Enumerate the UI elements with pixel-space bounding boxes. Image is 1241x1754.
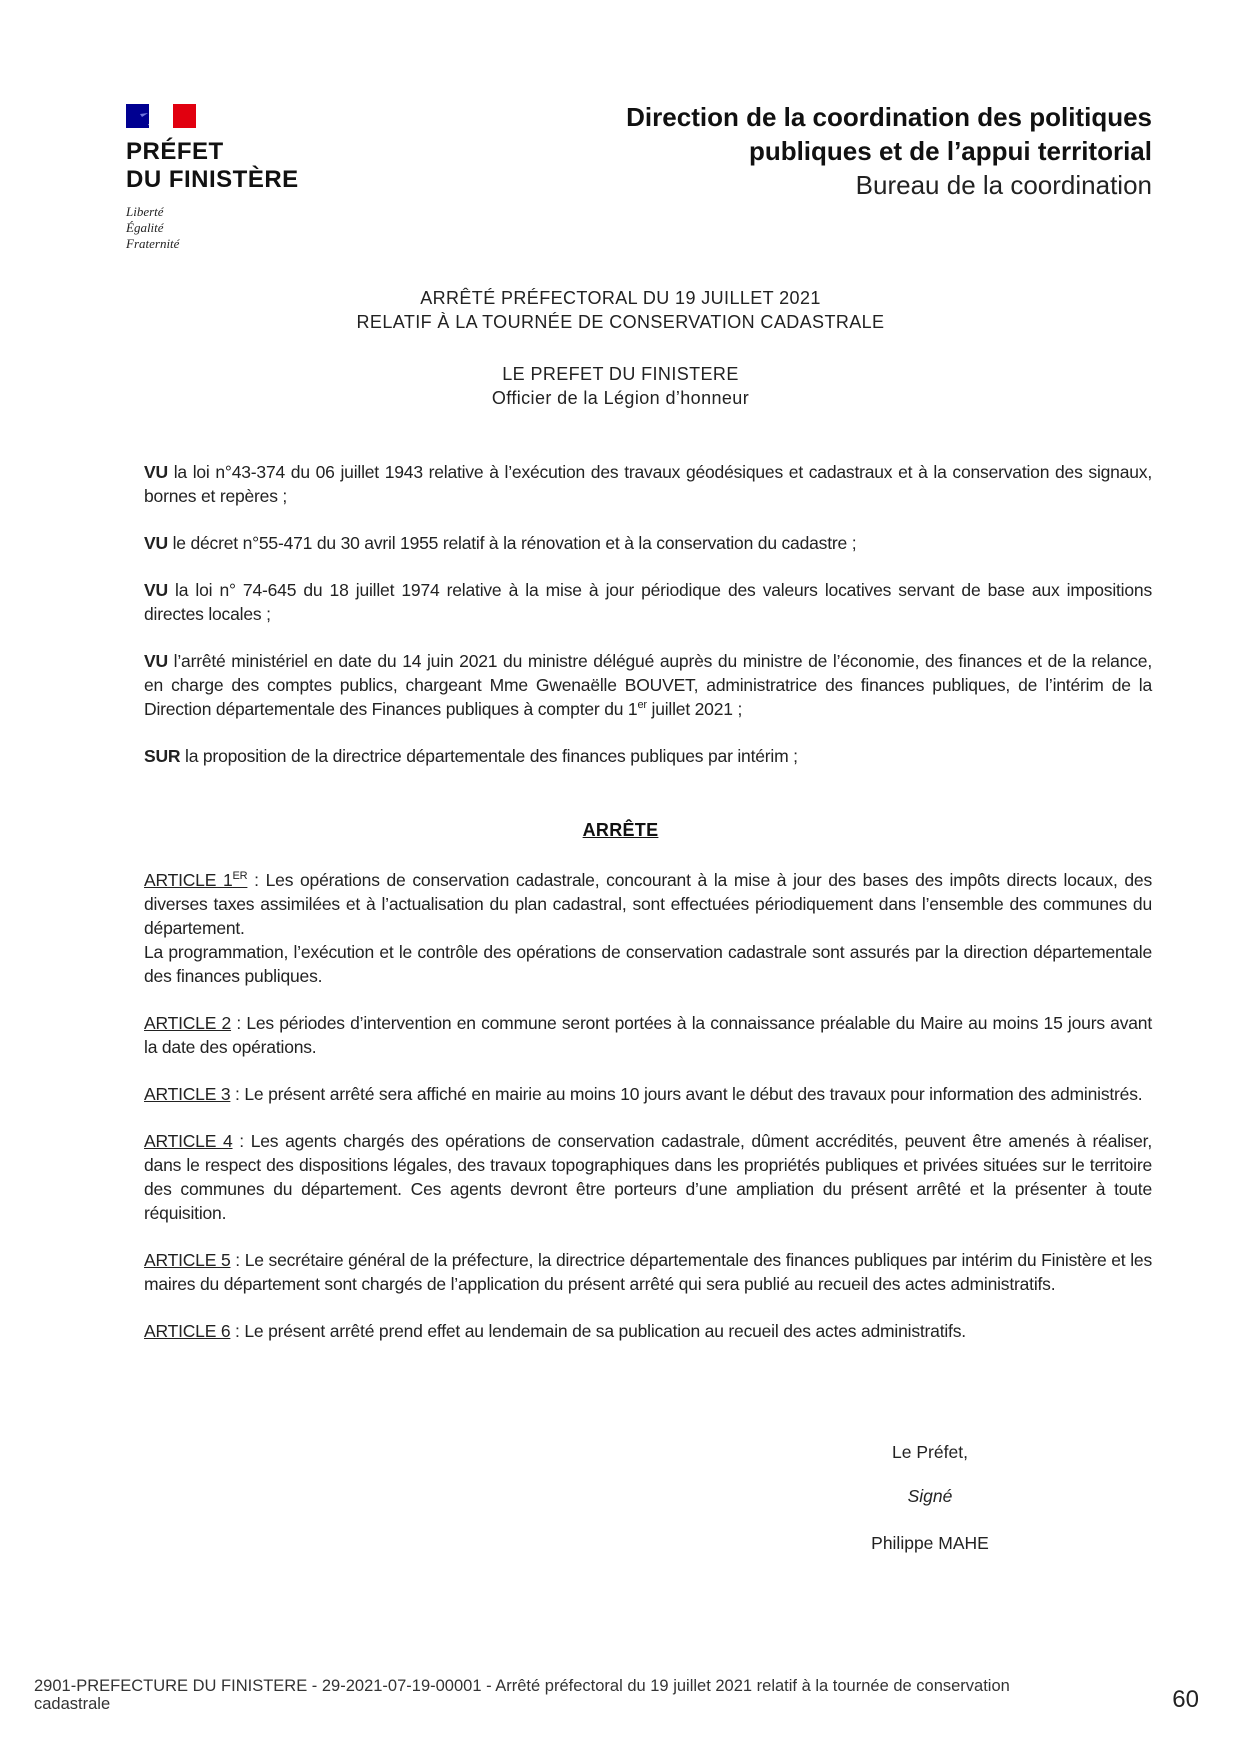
decree-authority [0,362,1241,410]
article-label: ARTICLE 5 [144,1250,231,1270]
arrete-heading: ARRÊTE [582,820,659,840]
article-label: ARTICLE 1ER [144,870,248,890]
signature-role: Le Préfet, [892,1442,968,1462]
article-4: ARTICLE 4 : Les agents chargés des opérations de conservation cadastrale, dûment accrédités, peuvent être amenés à réaliser, dans le respect des dispositions légales, des travaux topographiques dans les propriétés publiques et privées situées sur le territoire des communes du département. Ces agents devront être porteurs d’une ampliation du présent arrêté et la présenter à toute réquisition. [144,1131,1153,1223]
decree-title [0,286,1241,334]
article-label: ARTICLE 3 [144,1084,231,1104]
article-2: ARTICLE 2 : Les périodes d’intervention en commune seront portées à la connaissance préalable du Maire au moins 15 jours avant la date des opérations. [144,1013,1152,1057]
marianne-flag-icon [126,104,196,128]
direction-title-line1: Direction de la coordination des politiques [626,102,1152,132]
prefecture-logo [126,104,326,252]
article-6: ARTICLE 6 : Le présent arrêté prend effet au lendemain de sa publication au recueil des actes administratifs. [144,1321,966,1341]
logo-title [126,138,326,194]
article-label: ARTICLE 4 [144,1131,233,1151]
article-3: ARTICLE 3 : Le présent arrêté sera affiché en mairie au moins 10 jours avant le début des travaux pour information des administrés. [144,1084,1143,1104]
consideration-item: VU le décret n°55-471 du 30 avril 1955 relatif à la rénovation et à la conservation du cadastre ; [144,533,857,553]
authority-line2: Officier de la Légion d’honneur [491,388,750,408]
article-5: ARTICLE 5 : Le secrétaire général de la préfecture, la directrice départementale des finances publiques par intérim du Finistère et les maires du département sont chargés de l’application du présent arrêté qui sera publié au recueil des actes administratifs. [144,1250,1152,1294]
document-footer: 2901-PREFECTURE DU FINISTERE - 29-2021-07-19-00001 - Arrêté préfectoral du 19 juillet 2021 relatif à la tournée de conservation cadastrale [34,1677,1010,1713]
signature-signed: Signé [907,1486,953,1506]
bureau-subtitle: Bureau de la coordination [855,170,1152,200]
logo-line-department: DU FINISTÈRE [126,166,299,193]
decree-title-line2: RELATIF À LA TOURNÉE DE CONSERVATION CADASTRALE [356,312,885,332]
authority-line1: LE PREFET DU FINISTERE [502,364,739,384]
page-number: 60 [1172,1686,1199,1713]
motto-egalite: Égalité [126,220,164,235]
consideration-item: VU la loi n°43-374 du 06 juillet 1943 relative à l’exécution des travaux géodésiques et cadastraux et à la conservation des signaux, bornes et repères ; [144,462,1152,506]
consideration-item: VU l’arrêté ministériel en date du 14 juin 2021 du ministre délégué auprès du ministre de l’économie, des finances et de la relance, en charge des comptes publics, chargeant Mme Gwenaëlle BOUVET, administratrice des finances publiques, de l’intérim de la Direction départementale des Finances publiques à compter du 1er juillet 2021 ; [144,651,1152,719]
consideration-item: SUR la proposition de la directrice départementale des finances publiques par intérim ; [144,746,798,766]
republic-motto [126,204,326,252]
article-1: ARTICLE 1ER : Les opérations de conservation cadastrale, concourant à la mise à jour des bases des impôts directs locaux, des diverses taxes assimilées et à l’actualisation du plan cadastral, sont effectuées périodiquement dans l’ensemble des communes du département. La programmation, l’exécution et le contrôle des opérations de conservation cadastrale sont assurés par la direction départementale des finances publiques. [144,870,1152,986]
motto-liberte: Liberté [126,204,164,219]
direction-title-line2: publiques et de l’appui territorial [748,136,1152,166]
issuing-direction [452,100,1152,202]
articles [144,868,1152,1366]
considerations [144,460,1152,791]
consideration-item: VU la loi n° 74-645 du 18 juillet 1974 relative à la mise à jour périodique des valeurs locatives servant de base aux impositions directes locales ; [144,580,1152,624]
motto-fraternite: Fraternité [126,236,180,251]
logo-line-prefet: PRÉFET [126,138,224,165]
decree-title-line1: ARRÊTÉ PRÉFECTORAL DU 19 JUILLET 2021 [420,288,821,308]
article-label: ARTICLE 2 [144,1013,232,1033]
signatory-name: Philippe MAHE [871,1533,989,1553]
article-label: ARTICLE 6 [144,1321,231,1341]
